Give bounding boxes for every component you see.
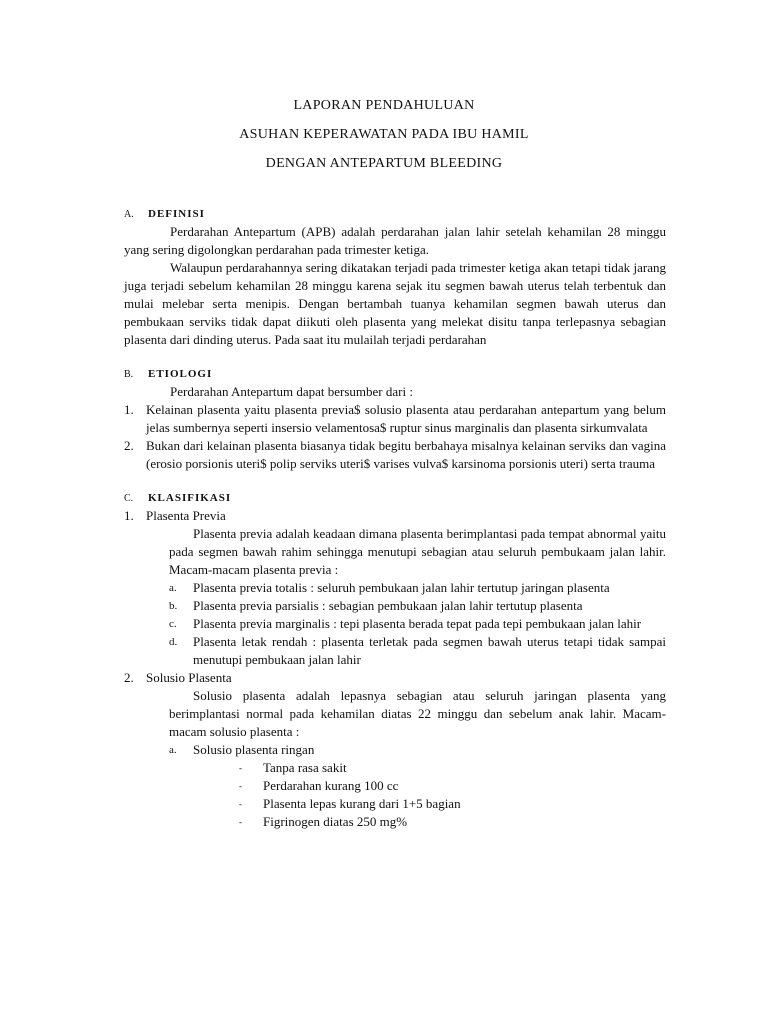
- list-item: [124, 579, 666, 597]
- item-letter: a.: [169, 582, 177, 594]
- bullet-item: [124, 777, 666, 795]
- bullet-mark: -: [239, 781, 242, 791]
- section-letter: B.: [124, 369, 134, 380]
- list-item: [124, 437, 666, 473]
- section-a-heading: [124, 205, 666, 223]
- section-title: ETIOLOGI: [148, 368, 213, 380]
- solusio-plasenta-description: Solusio plasenta adalah lepasnya sebagian atau seluruh jaringan plasenta yang berimplantasi normal pada kehamilan diatas 22 minggu dan sebelum anak lahir. Macam-macam solusio plasenta :: [169, 688, 666, 739]
- section-letter: C.: [124, 493, 134, 504]
- bullet-item: [124, 813, 666, 831]
- section-c-heading: [124, 489, 666, 507]
- list-item: [124, 597, 666, 615]
- bullet-text: Perdarahan kurang 100 cc: [263, 778, 399, 793]
- list-item: [124, 633, 666, 669]
- bullet-text: Figrinogen diatas 250 mg%: [263, 814, 408, 829]
- item-number: 2.: [124, 438, 134, 453]
- item-text: Kelainan plasenta yaitu plasenta previa$ solusio plasenta atau perdarahan antepartum yang belum jelas sumbernya seperti insersio velamentosa$ ruptur sinus marginalis dan plasenta sirkumvalata: [146, 402, 666, 435]
- title-line-1: LAPORAN PENDAHULUAN: [293, 98, 475, 113]
- item-letter: d.: [169, 636, 178, 648]
- title-line-3: DENGAN ANTEPARTUM BLEEDING: [265, 156, 503, 171]
- list-item: [124, 401, 666, 437]
- bullet-item: [124, 759, 666, 777]
- plasenta-previa-description: Plasenta previa adalah keadaan dimana plasenta berimplantasi pada tempat abnormal yaitu pada segmen bawah rahim sehingga menutupi sebagian atau seluruh pembukaam jalan lahir. Macam-macam plasenta previa :: [169, 526, 666, 577]
- section-b-heading: [124, 365, 666, 383]
- bullet-mark: -: [239, 817, 242, 827]
- etiologi-intro: Perdarahan Antepartum dapat bersumber dari :: [170, 384, 413, 399]
- list-item: [124, 669, 666, 687]
- item-label: Plasenta Previa: [146, 508, 226, 523]
- bullet-mark: -: [239, 763, 242, 773]
- bullet-text: Tanpa rasa sakit: [263, 760, 347, 775]
- item-number: 1.: [124, 402, 134, 417]
- bullet-item: [124, 795, 666, 813]
- item-text: Bukan dari kelainan plasenta biasanya tidak begitu berbahaya misalnya kelainan serviks dan vagina (erosio porsionis uteri$ polip serviks uteri$ varises vulva$ karsinoma porsionis uteri) serta trauma: [146, 438, 666, 471]
- bullet-mark: -: [239, 799, 242, 809]
- item-text: Solusio plasenta ringan: [193, 742, 315, 757]
- item-letter: c.: [169, 618, 177, 630]
- section-title: DEFINISI: [148, 208, 205, 220]
- item-text: Plasenta previa marginalis : tepi plasenta berada tepat pada tepi pembukaan jalan lahir: [193, 616, 642, 631]
- item-letter: b.: [169, 600, 178, 612]
- item-label: Solusio Plasenta: [146, 670, 232, 685]
- title-line-2: ASUHAN KEPERAWATAN PADA IBU HAMIL: [239, 127, 529, 142]
- bullet-text: Plasenta lepas kurang dari 1+5 bagian: [263, 796, 461, 811]
- item-number: 1.: [124, 508, 134, 523]
- item-number: 2.: [124, 670, 134, 685]
- item-text: Plasenta previa parsialis : sebagian pembukaan jalan lahir tertutup plasenta: [193, 598, 583, 613]
- list-item: [124, 615, 666, 633]
- definisi-paragraph-2: Walaupun perdarahannya sering dikatakan terjadi pada trimester ketiga akan tetapi tidak jarang juga terjadi sebelum kehamilan 28 minggu karena sejak itu segmen bawah uterus telah terbentuk dan mulai melebar serta menipis. Dengan bertambah tuanya kehamilan segmen bawah uterus dan pembukaan serviks tidak dapat diikuti oleh plasenta yang melekat disitu tanpa terlepasnya sebagian plasenta dari dinding uterus. Pada saat itu mulailah terjadi perdarahan: [124, 260, 666, 347]
- section-letter: A.: [124, 209, 134, 220]
- item-text: Plasenta previa totalis : seluruh pembukaan jalan lahir tertutup jaringan plasenta: [193, 580, 610, 595]
- list-item: [124, 741, 666, 759]
- definisi-paragraph-1: Perdarahan Antepartum (APB) adalah perdarahan jalan lahir setelah kehamilan 28 minggu yang sering digolongkan perdarahan pada trimester ketiga.: [124, 224, 666, 257]
- section-title: KLASIFIKASI: [148, 492, 232, 504]
- document-title: [0, 96, 768, 183]
- document-body: [124, 205, 666, 831]
- item-text: Plasenta letak rendah : plasenta terletak pada segmen bawah uterus tetapi tidak sampai menutupi pembukaan jalan lahir: [193, 634, 666, 667]
- list-item: [124, 507, 666, 525]
- item-letter: a.: [169, 744, 177, 756]
